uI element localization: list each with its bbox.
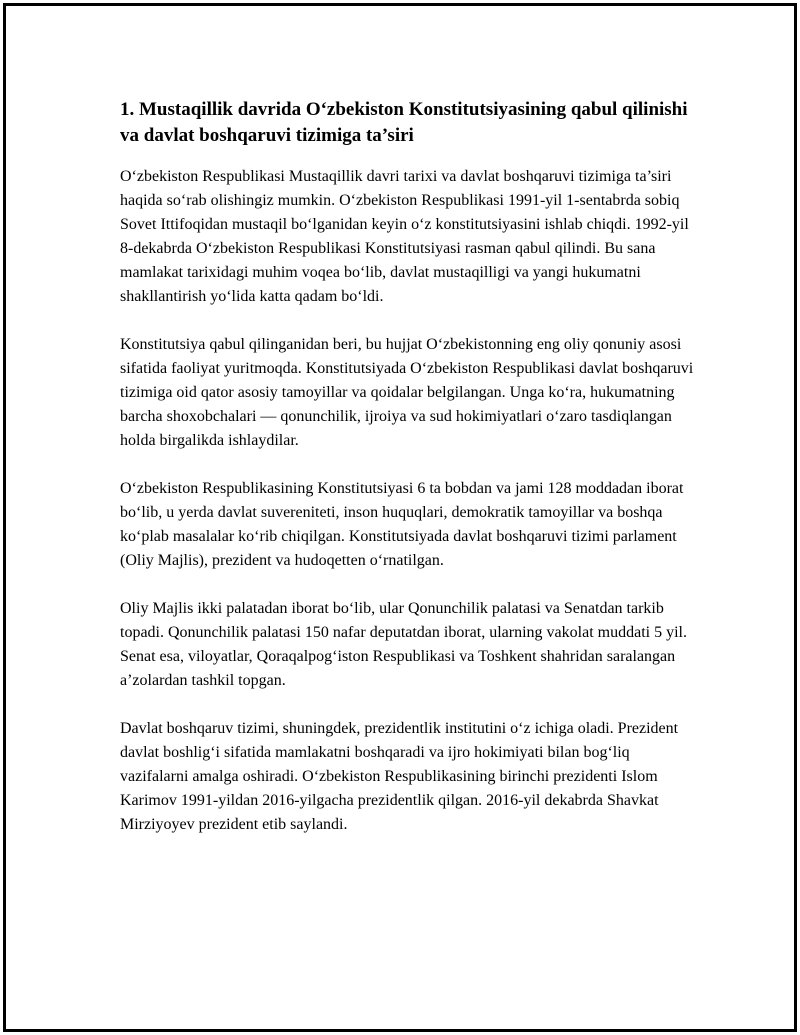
section-heading: 1. Mustaqillik davrida O‘zbekiston Konstitutsiyasining qabul qilinishi va davlat boshqaruvi tizimiga ta’siri	[120, 99, 688, 146]
document-page	[3, 3, 797, 1032]
paragraph-2: Konstitutsiya qabul qilinganidan beri, bu hujjat O‘zbekistonning eng oliy qonuniy asosi sifatida faoliyat yuritmoqda. Konstitutsiyada O‘zbekiston Respublikasi davlat boshqaruvi tizimiga oid qator asosiy tamoyillar va qoidalar belgilangan. Unga ko‘ra, hukumatning barcha shoxobchalari — qonunchilik, ijroiya va sud hokimiyatlari o‘zaro tasdiqlangan holda birgalikda ishlaydilar.	[120, 336, 694, 449]
paragraph-5: Davlat boshqaruv tizimi, shuningdek, prezidentlik institutini o‘z ichiga oladi. Prezident davlat boshlig‘i sifatida mamlakatni boshqaradi va ijro hokimiyati bilan bog‘liq vazifalarni amalga oshiradi. O‘zbekiston Respublikasining birinchi prezidenti Islom Karimov 1991-yildan 2016-yilgacha prezidentlik qilgan. 2016-yil dekabrda Shavkat Mirziyoyev prezident etib saylandi.	[120, 720, 679, 833]
paragraph-4: Oliy Majlis ikki palatadan iborat bo‘lib, ular Qonunchilik palatasi va Senatdan tarkib topadi. Qonunchilik palatasi 150 nafar deputatdan iborat, ularning vakolat muddati 5 yil. Senat esa, viloyatlar, Qoraqalpog‘iston Respublikasi va Toshkent shahridan saralangan a’zolardan tashkil topgan.	[120, 600, 687, 689]
paragraph-1: O‘zbekiston Respublikasi Mustaqillik davri tarixi va davlat boshqaruvi tizimiga ta’siri haqida so‘rab olishingiz mumkin. O‘zbekiston Respublikasi 1991-yil 1-sentabrda sobiq Sovet Ittifoqidan mustaqil bo‘lganidan keyin o‘z konstitutsiyasini ishlab chiqdi. 1992-yil 8-dekabrda O‘zbekiston Respublikasi Konstitutsiyasi rasman qabul qilindi. Bu sana mamlakat tarixidagi muhim voqea bo‘lib, davlat mustaqilligi va yangi hukumatni shakllantirish yo‘lida katta qadam bo‘ldi.	[120, 168, 689, 305]
paragraph-3: O‘zbekiston Respublikasining Konstitutsiyasi 6 ta bobdan va jami 128 moddadan iborat bo‘lib, u yerda davlat suvereniteti, inson huquqlari, demokratik tamoyillar va boshqa ko‘plab masalalar ko‘rib chiqilgan. Konstitutsiyada davlat boshqaruvi tizimi parlament (Oliy Majlis), prezident va hudoqetten o‘rnatilgan.	[120, 480, 684, 569]
document-body	[120, 97, 700, 861]
